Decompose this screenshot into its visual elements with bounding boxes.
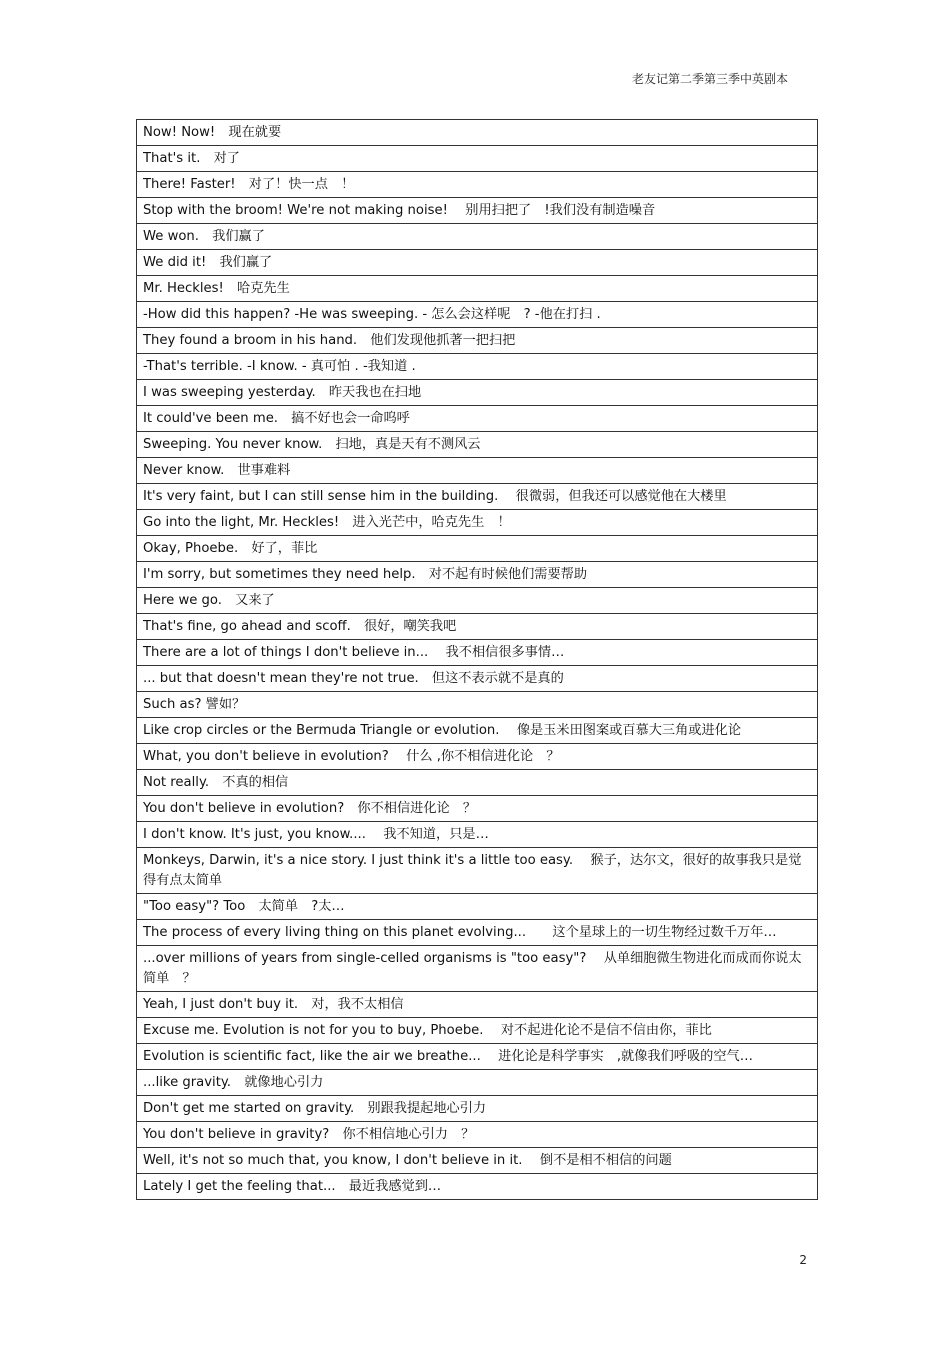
table-row: [137, 354, 818, 380]
dialogue-line: It could've been me. 搞不好也会一命呜呼: [137, 406, 818, 432]
table-row: [137, 848, 818, 894]
dialogue-line: I'm sorry, but sometimes they need help. 对不起有时候他们需要帮助: [137, 562, 818, 588]
table-row: [137, 510, 818, 536]
dialogue-line: Sweeping. You never know. 扫地，真是天有不测风云: [137, 432, 818, 458]
dialogue-line: Stop with the broom! We're not making noise! 别用扫把了 !我们没有制造噪音: [137, 198, 818, 224]
table-row: [137, 120, 818, 146]
dialogue-line: It's very faint, but I can still sense him in the building. 很微弱，但我还可以感觉他在大楼里: [137, 484, 818, 510]
dialogue-line: Now! Now! 现在就要: [137, 120, 818, 146]
table-row: [137, 692, 818, 718]
dialogue-line: Never know. 世事难料: [137, 458, 818, 484]
table-row: [137, 172, 818, 198]
dialogue-line: You don't believe in evolution? 你不相信进化论 ？: [137, 796, 818, 822]
table-row: [137, 1096, 818, 1122]
table-row: [137, 1174, 818, 1200]
dialogue-line: ...over millions of years from single-celled organisms is "too easy"? 从单细胞微生物进化而成而你说太简单 ？: [137, 946, 818, 992]
dialogue-line: They found a broom in his hand. 他们发现他抓著一把扫把: [137, 328, 818, 354]
dialogue-line: We did it! 我们赢了: [137, 250, 818, 276]
table-row: [137, 588, 818, 614]
table-row: [137, 484, 818, 510]
dialogue-line: There are a lot of things I don't believe in... 我不相信很多事情…: [137, 640, 818, 666]
table-row: [137, 796, 818, 822]
dialogue-line: The process of every living thing on this planet evolving... 这个星球上的一切生物经过数千万年…: [137, 920, 818, 946]
table-row: [137, 562, 818, 588]
table-row: [137, 198, 818, 224]
table-row: [137, 666, 818, 692]
dialogue-line: Like crop circles or the Bermuda Triangle or evolution. 像是玉米田图案或百慕大三角或进化论: [137, 718, 818, 744]
dialogue-line: Okay, Phoebe. 好了，菲比: [137, 536, 818, 562]
table-row: [137, 1122, 818, 1148]
dialogue-line: Evolution is scientific fact, like the air we breathe... 进化论是科学事实 ,就像我们呼吸的空气…: [137, 1044, 818, 1070]
table-row: [137, 406, 818, 432]
table-row: [137, 992, 818, 1018]
table-row: [137, 770, 818, 796]
dialogue-line: Don't get me started on gravity. 别跟我提起地心引力: [137, 1096, 818, 1122]
dialogue-line: Not really. 不真的相信: [137, 770, 818, 796]
table-row: [137, 744, 818, 770]
dialogue-line: Excuse me. Evolution is not for you to buy, Phoebe. 对不起进化论不是信不信由你，菲比: [137, 1018, 818, 1044]
table-row: [137, 146, 818, 172]
table-row: [137, 224, 818, 250]
table-row: [137, 718, 818, 744]
table-row: [137, 458, 818, 484]
table-row: [137, 920, 818, 946]
dialogue-line: Go into the light, Mr. Heckles! 进入光芒中，哈克先生 ！: [137, 510, 818, 536]
dialogue-line: That's it. 对了: [137, 146, 818, 172]
table-row: [137, 614, 818, 640]
table-row: [137, 1018, 818, 1044]
dialogue-line: ... but that doesn't mean they're not true. 但这不表示就不是真的: [137, 666, 818, 692]
dialogue-line: ...like gravity. 就像地心引力: [137, 1070, 818, 1096]
dialogue-line: "Too easy"? Too 太简单 ?太…: [137, 894, 818, 920]
dialogue-line: Such as? 譬如？: [137, 692, 818, 718]
dialogue-line: I was sweeping yesterday. 昨天我也在扫地: [137, 380, 818, 406]
table-row: [137, 640, 818, 666]
dialogue-line: -How did this happen? -He was sweeping. - 怎么会这样呢 ? -他在打扫 .: [137, 302, 818, 328]
table-row: [137, 1070, 818, 1096]
table-row: [137, 1044, 818, 1070]
dialogue-line: We won. 我们赢了: [137, 224, 818, 250]
script-table: [136, 119, 818, 1200]
table-row: [137, 946, 818, 992]
dialogue-line: Mr. Heckles! 哈克先生: [137, 276, 818, 302]
table-row: [137, 380, 818, 406]
dialogue-line: Lately I get the feeling that... 最近我感觉到…: [137, 1174, 818, 1200]
table-row: [137, 302, 818, 328]
page-number: 2: [799, 1253, 807, 1267]
table-row: [137, 250, 818, 276]
table-row: [137, 1148, 818, 1174]
dialogue-line: What, you don't believe in evolution? 什么 ,你不相信进化论 ？: [137, 744, 818, 770]
dialogue-line: There! Faster! 对了！快一点 ！: [137, 172, 818, 198]
table-row: [137, 432, 818, 458]
dialogue-line: -That's terrible. -I know. - 真可怕 . -我知道 .: [137, 354, 818, 380]
dialogue-line: You don't believe in gravity? 你不相信地心引力 ？: [137, 1122, 818, 1148]
table-row: [137, 536, 818, 562]
dialogue-line: Here we go. 又来了: [137, 588, 818, 614]
table-row: [137, 894, 818, 920]
dialogue-line: That's fine, go ahead and scoff. 很好，嘲笑我吧: [137, 614, 818, 640]
dialogue-line: Yeah, I just don't buy it. 对，我不太相信: [137, 992, 818, 1018]
dialogue-line: Monkeys, Darwin, it's a nice story. I just think it's a little too easy. 猴子，达尔文，很好的故事我只是觉得有点太简单: [137, 848, 818, 894]
table-row: [137, 822, 818, 848]
dialogue-line: I don't know. It's just, you know.... 我不知道，只是…: [137, 822, 818, 848]
script-table-body: [137, 120, 818, 1200]
table-row: [137, 328, 818, 354]
dialogue-line: Well, it's not so much that, you know, I don't believe in it. 倒不是相不相信的问题: [137, 1148, 818, 1174]
table-row: [137, 276, 818, 302]
document-header-title: 老友记第二季第三季中英剧本: [631, 72, 788, 86]
